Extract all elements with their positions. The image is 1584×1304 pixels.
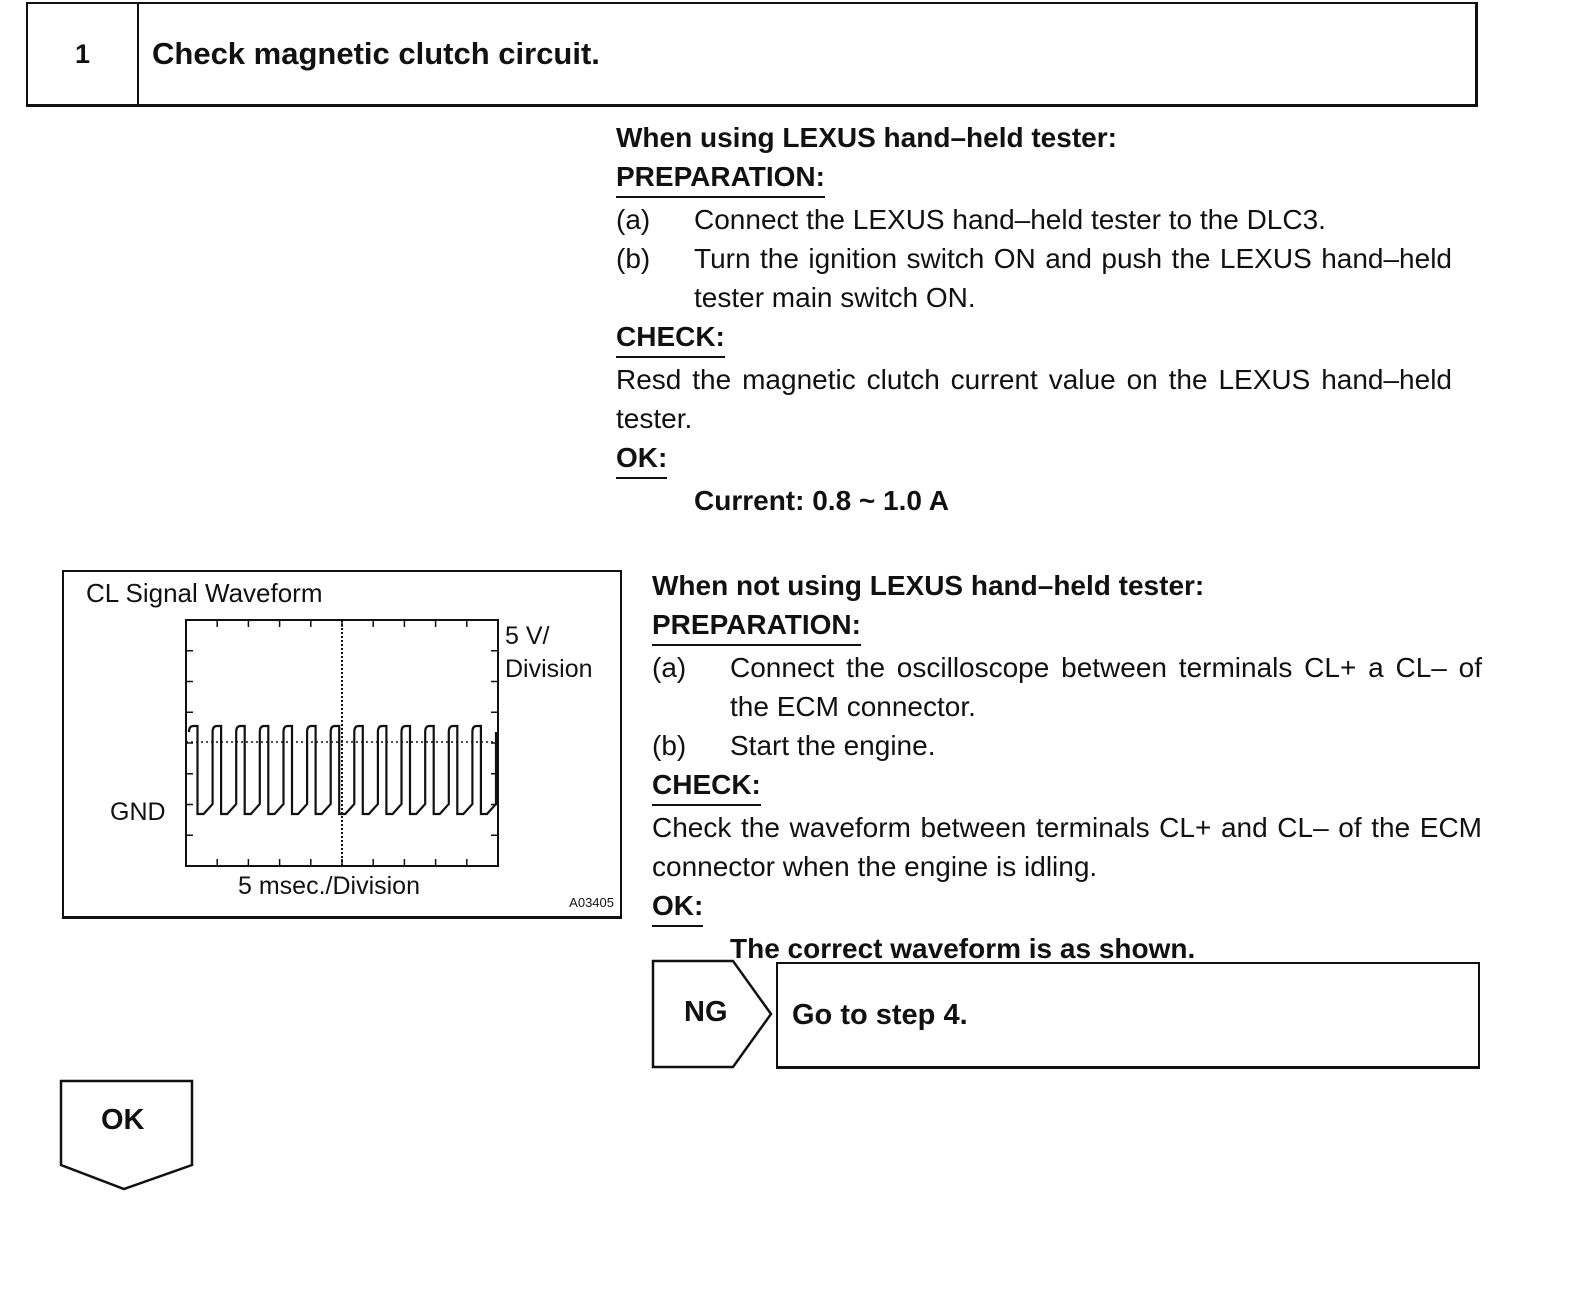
oscilloscope-screen	[184, 618, 502, 868]
ng-label: NG	[684, 996, 728, 1028]
scope-ok-label: OK:	[652, 888, 703, 927]
tester-preparation-label: PREPARATION:	[616, 159, 825, 198]
waveform-figure	[62, 570, 622, 919]
step-tag: (b)	[652, 730, 687, 761]
scope-check-label: CHECK:	[652, 767, 761, 806]
volt-line-2: Division	[505, 655, 593, 683]
tester-step-b	[616, 239, 1452, 317]
step-number: 1	[28, 4, 139, 104]
step-tag: (b)	[616, 243, 651, 274]
ng-action-text: Go to step 4.	[792, 999, 968, 1031]
step-text: Start the engine.	[730, 730, 936, 761]
gnd-label: GND	[110, 798, 166, 826]
ng-action-box	[776, 962, 1480, 1069]
tester-check-text: Resd the magnetic clutch current value on the LEXUS hand–held tester.	[616, 364, 1452, 434]
scope-section	[652, 566, 1482, 968]
tester-step-a	[616, 200, 1452, 239]
step-tag: (a)	[652, 652, 687, 683]
time-division-label: 5 msec./Division	[238, 872, 420, 900]
tester-ok-label: OK:	[616, 440, 667, 479]
volt-line-1: 5 V/	[505, 622, 550, 650]
scope-step-a	[652, 648, 1482, 726]
scope-step-b	[652, 726, 1482, 765]
tester-section	[616, 118, 1452, 520]
tester-ok-value: Current: 0.8 ~ 1.0 A	[694, 485, 949, 516]
step-text: Connect the oscilloscope between terminals CL+ a CL– of the ECM connector.	[730, 652, 1482, 722]
volt-division-label	[505, 620, 593, 686]
step-text: Turn the ignition switch ON and push the LEXUS hand–held tester main switch ON.	[694, 243, 1452, 313]
figure-code: A03405	[569, 895, 614, 910]
step-tag: (a)	[616, 204, 651, 235]
tester-check-label: CHECK:	[616, 319, 725, 358]
step-header	[26, 2, 1478, 107]
ok-label: OK	[101, 1104, 145, 1136]
scope-preparation-label: PREPARATION:	[652, 607, 861, 646]
scope-heading: When not using LEXUS hand–held tester:	[652, 570, 1205, 601]
step-title: Check magnetic clutch circuit.	[152, 36, 600, 71]
step-text: Connect the LEXUS hand–held tester to the DLC3.	[694, 204, 1326, 235]
figure-title: CL Signal Waveform	[86, 578, 323, 608]
scope-check-text: Check the waveform between terminals CL+ and CL– of the ECM connector when the engine is idling.	[652, 812, 1482, 882]
tester-heading: When using LEXUS hand–held tester:	[616, 122, 1117, 153]
scope-ok-value: The correct waveform is as shown.	[730, 933, 1196, 964]
